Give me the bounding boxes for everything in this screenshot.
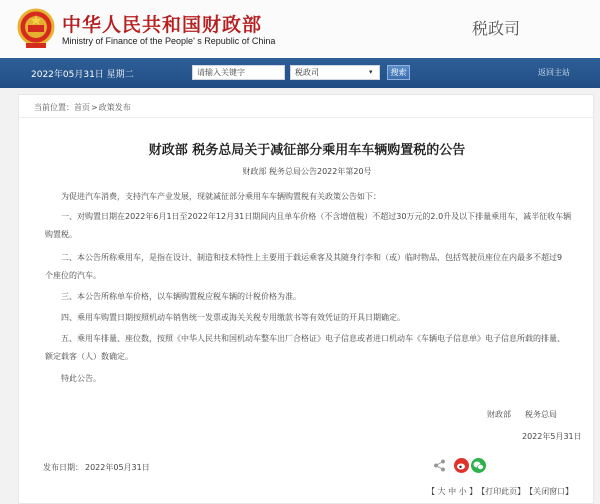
wechat-icon[interactable]	[471, 458, 486, 473]
paragraph-intro: 为促进汽车消费，支持汽车产业发展，现就减征部分乘用车车辆购置税有关政策公告如下：	[61, 192, 381, 201]
nav-bar	[0, 58, 600, 88]
page-tools	[427, 486, 577, 497]
chevron-down-icon: ▾	[369, 68, 373, 76]
article-title: 财政部 税务总局关于减征部分乘用车车辆购置税的公告	[148, 143, 466, 158]
publish-date	[43, 462, 150, 473]
share-icon[interactable]	[432, 458, 447, 473]
paragraph-2-cont: 个座位的汽车。	[45, 271, 101, 280]
signatory-sat: 税务总局	[525, 410, 557, 419]
breadcrumb-label: 当前位置：	[34, 103, 74, 112]
paragraph-3: 三、本公告所称单车价格，以车辆购置税应税车辆的计税价格为准。	[61, 292, 301, 301]
font-size-toggle[interactable]: 【 大 中 小 】	[427, 487, 478, 496]
paragraph-4: 四、乘用车购置日期按照机动车销售统一发票或海关关税专用缴款书等有效凭证的开具日期确定。	[61, 313, 405, 322]
signatory-mof: 财政部	[487, 410, 511, 419]
print-button[interactable]: 【打印此页】	[481, 487, 526, 496]
current-date: 2022年05月31日 星期二	[31, 70, 134, 80]
section-title: 税政司	[472, 19, 521, 38]
department-select-value: 税政司	[295, 68, 319, 77]
paragraph-closing: 特此公告。	[61, 374, 101, 383]
divider	[19, 117, 595, 118]
paragraph-1: 一、对购置日期在2022年6月1日至2022年12月31日期间内且单车价格（不含增值税）不超过30万元的2.0升及以下排量乘用车，减半征收车辆	[61, 212, 572, 221]
search-input[interactable]: 请输入关键字	[192, 65, 285, 80]
department-select[interactable]	[290, 65, 380, 80]
paragraph-1-cont: 购置税。	[45, 230, 77, 239]
sign-date: 2022年5月31日	[522, 432, 582, 441]
national-emblem-icon	[17, 8, 55, 50]
paragraph-5: 五、乘用车排量、座位数，按照《中华人民共和国机动车整车出厂合格证》电子信息或者进口机动车《车辆电子信息单》电子信息所载的排量、	[61, 334, 565, 343]
site-header	[0, 0, 600, 58]
breadcrumb	[34, 102, 131, 113]
article-card	[18, 94, 594, 504]
breadcrumb-policy[interactable]: 政策发布	[98, 103, 131, 112]
breadcrumb-home[interactable]: 首页	[74, 103, 90, 112]
paragraph-2: 二、本公告所称乘用车，是指在设计、制造和技术特性上主要用于载运乘客及其随身行李和（或）临时物品，包括驾驶员座位在内最多不超过9	[61, 253, 563, 262]
breadcrumb-separator: >	[91, 103, 98, 112]
signatories	[487, 409, 557, 420]
site-title-en: Ministry of Finance of the People' s Republic of China	[62, 36, 276, 46]
weibo-icon[interactable]	[454, 458, 469, 473]
publish-date-value: 2022年05月31日	[85, 463, 150, 472]
home-link[interactable]: 返回主站	[538, 68, 570, 77]
search-button[interactable]: 搜索	[387, 65, 410, 80]
close-window-button[interactable]: 【关闭窗口】	[529, 487, 574, 496]
document-number: 财政部 税务总局公告2022年第20号	[242, 167, 372, 176]
publish-date-label: 发布日期：	[43, 463, 83, 472]
paragraph-5-cont: 额定载客（人）数确定。	[45, 352, 133, 361]
site-title[interactable]: 中华人民共和国财政部	[62, 14, 263, 36]
